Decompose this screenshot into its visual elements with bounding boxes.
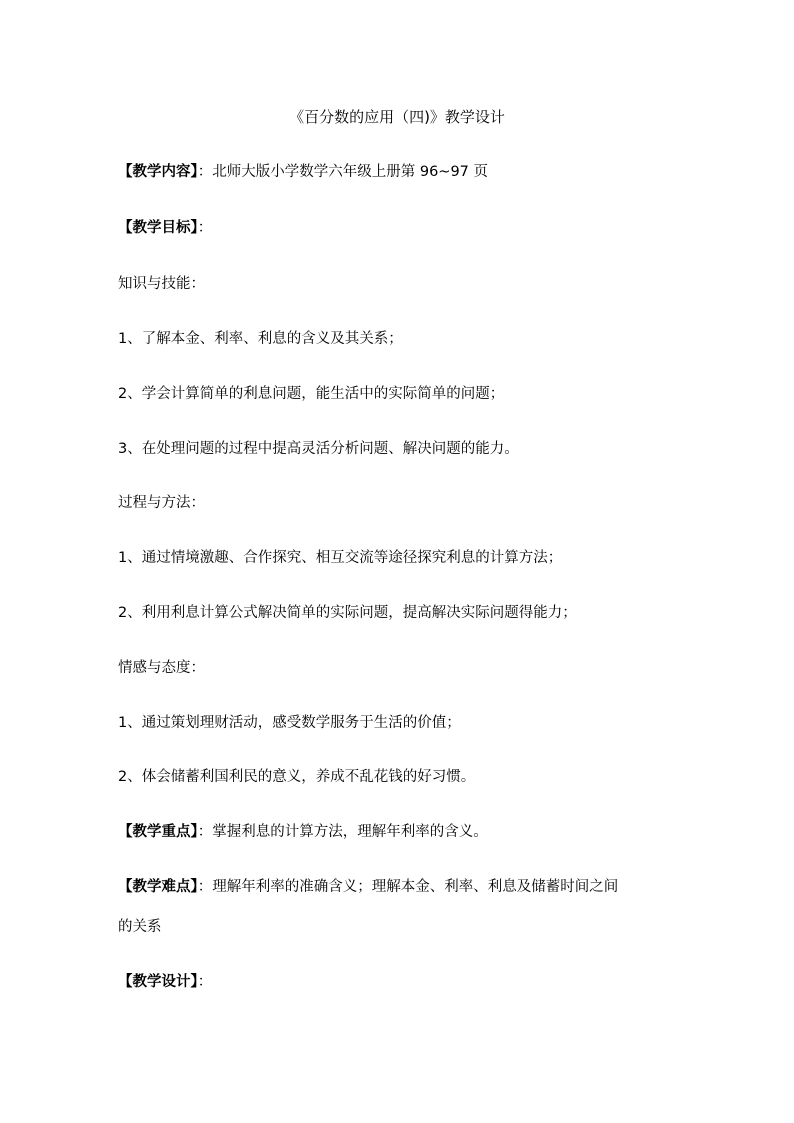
emotion-item-2: 2、体会储蓄利国利民的意义，养成不乱花钱的好习惯。 [118,769,476,785]
teaching-objectives-text: ： [197,220,213,236]
knowledge-item-2: 2、学会计算简单的利息问题，能生活中的实际简单的问题； [118,386,505,402]
teaching-content-label: 【教学内容】 [118,164,198,180]
teaching-content-text: ：北师大版小学数学六年级上册第 96~97 页 [197,164,489,180]
process-item-1: 1、通过情境激趣、合作探究、相互交流等途径探究利息的计算方法； [118,550,563,566]
teaching-key-text: ：掌握利息的计算方法，理解年利率的含义。 [197,824,488,840]
knowledge-item-1: 1、了解本金、利率、利息的含义及其关系； [118,331,403,347]
teaching-design-line [118,972,212,992]
document-title: 《百分数的应用（四)》教学设计 [289,108,505,126]
teaching-key-line [118,822,488,842]
process-heading: 过程与方法： [118,495,205,511]
teaching-key-label: 【教学重点】 [118,824,198,840]
teaching-objectives-line [118,218,212,238]
emotion-heading: 情感与态度： [118,660,205,676]
teaching-difficulty-text: ：理解年利率的准确含义；理解本金、利率、利息及储蓄时间之间 [197,879,619,895]
teaching-design-label: 【教学设计】 [118,974,198,990]
teaching-difficulty-label: 【教学难点】 [118,879,198,895]
teaching-objectives-label: 【教学目标】 [118,220,198,236]
emotion-item-1: 1、通过策划理财活动，感受数学服务于生活的价值； [118,715,461,731]
teaching-content-line [118,162,488,182]
process-item-2: 2、利用利息计算公式解决简单的实际问题，提高解决实际问题得能力； [118,605,577,621]
knowledge-heading: 知识与技能： [118,276,205,292]
teaching-difficulty-line [118,877,618,897]
knowledge-item-3: 3、在处理问题的过程中提高灵活分析问题、解决问题的能力。 [118,441,519,457]
teaching-difficulty-continuation: 的关系 [118,919,162,935]
teaching-design-text: ： [197,974,213,990]
